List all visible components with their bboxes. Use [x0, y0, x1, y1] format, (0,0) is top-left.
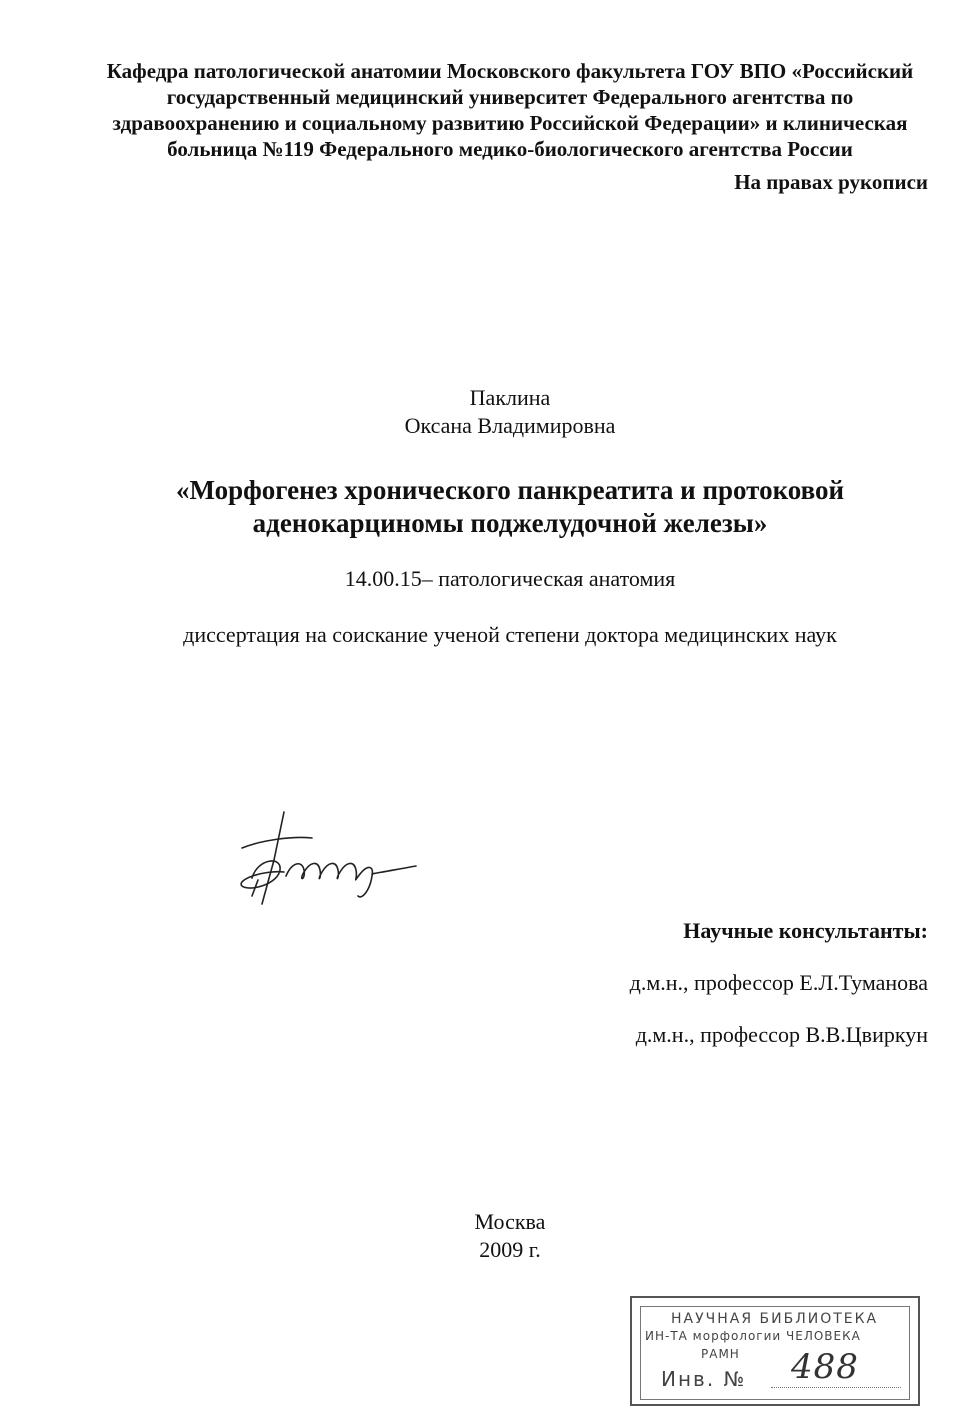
- manuscript-rights-note: На правах рукописи: [734, 170, 928, 194]
- handwritten-signature: [222, 800, 432, 910]
- consultant-2: д.м.н., профессор В.В.Цвиркун: [635, 1022, 928, 1047]
- stamp-line-2: ИН-ТА морфологии ЧЕЛОВЕКА: [645, 1329, 861, 1343]
- author-surname: Паклина: [469, 385, 551, 410]
- header-line-3: здравоохранению и социальному развитию Российской Федерации» и клиническая: [112, 111, 908, 135]
- degree-statement: диссертация на соискание ученой степени доктора медицинских наук: [183, 622, 837, 647]
- consultants-label: Научные консультанты:: [683, 918, 928, 943]
- dissertation-title: [0, 474, 954, 540]
- stamp-inventory-label: Инв. №: [661, 1367, 747, 1391]
- consultant-1: д.м.н., профессор Е.Л.Туманова: [629, 970, 928, 995]
- stamp-line-1: НАУЧНАЯ БИБЛИОТЕКА: [671, 1311, 879, 1327]
- header-line-4: больница №119 Федерального медико-биологического агентства России: [167, 137, 853, 161]
- header-line-2: государственный медицинский университет Федерального агентства по: [166, 85, 854, 109]
- header-line-1: Кафедра патологической анатомии Московского факультета ГОУ ВПО «Российский: [106, 59, 914, 83]
- author-block: [0, 384, 954, 440]
- stamp-inventory-number: 488: [791, 1347, 859, 1387]
- place-and-year: [0, 1208, 954, 1264]
- scientific-consultants: [630, 918, 928, 1048]
- title-line-1: «Морфогенез хронического панкреатита и протоковой: [175, 475, 845, 505]
- year: 2009 г.: [479, 1237, 541, 1262]
- stamp-line-3: РАМН: [701, 1347, 740, 1361]
- stamp-inner-frame: [640, 1306, 910, 1400]
- stamp-inventory-underline: [771, 1387, 901, 1388]
- author-name: Оксана Владимировна: [404, 413, 616, 438]
- title-line-2: аденокарциномы поджелудочной железы»: [252, 508, 768, 538]
- city: Москва: [474, 1209, 546, 1234]
- institution-header: [70, 58, 950, 162]
- specialty-code: 14.00.15– патологическая анатомия: [344, 566, 676, 591]
- library-stamp: [630, 1296, 920, 1406]
